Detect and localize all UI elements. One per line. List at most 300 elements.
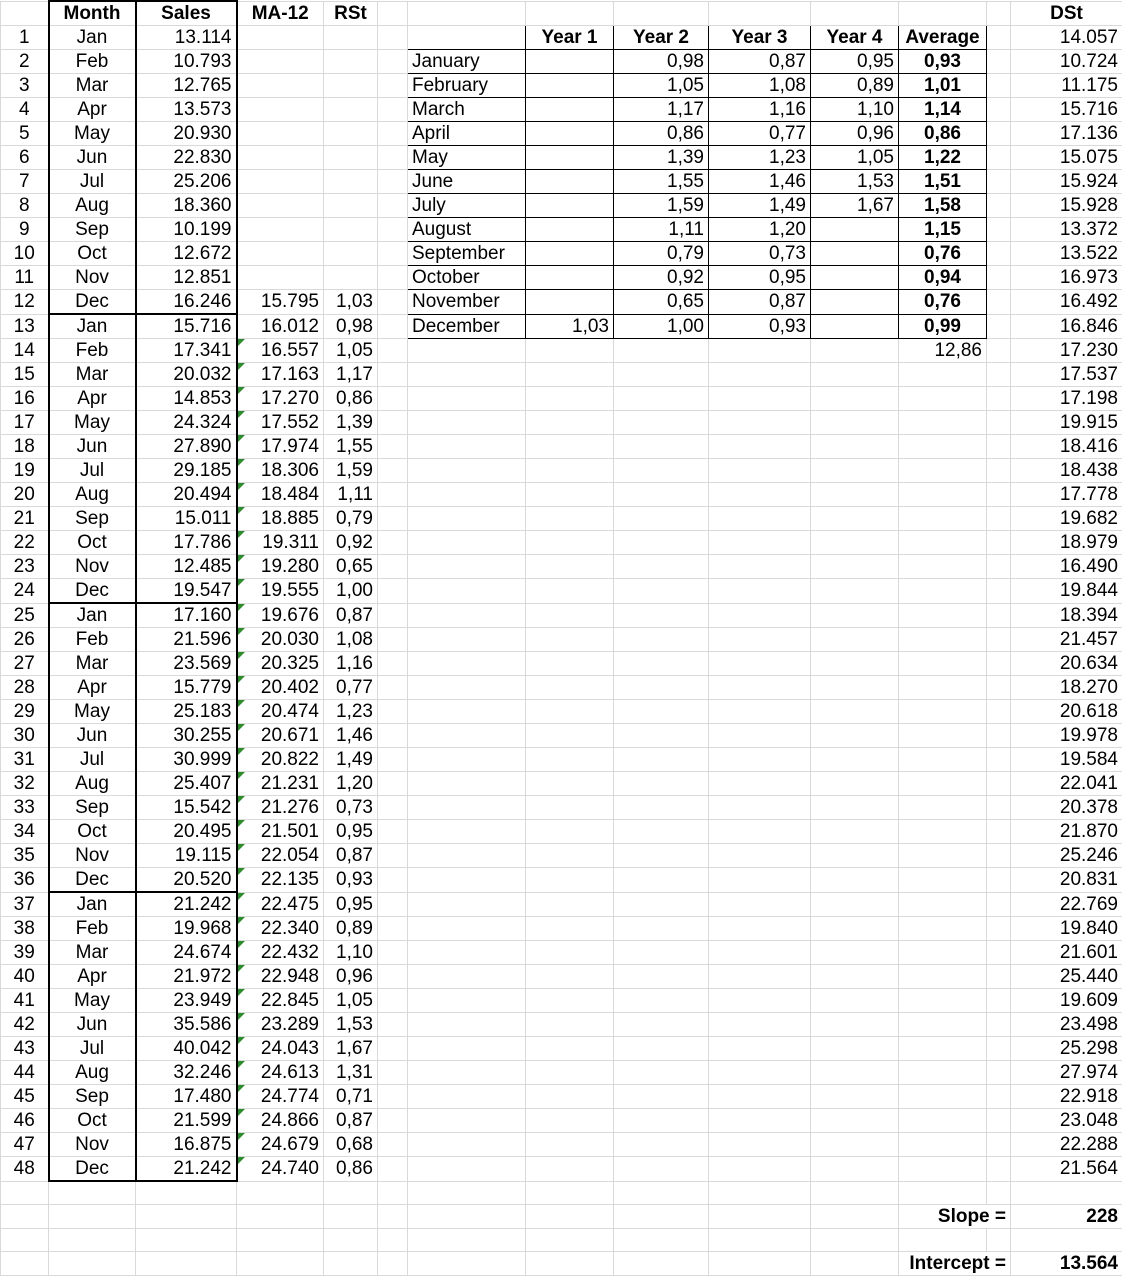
ma12-cell[interactable]: 18.484 [237, 483, 324, 507]
cell[interactable] [987, 218, 1011, 242]
cell[interactable] [614, 941, 709, 965]
cell[interactable] [811, 1181, 899, 1204]
rst-cell[interactable]: 0,71 [324, 1085, 378, 1109]
seasonal-y3[interactable]: 0,73 [709, 242, 811, 266]
cell[interactable] [899, 965, 987, 989]
cell[interactable] [378, 314, 408, 339]
sales-cell[interactable]: 12.851 [136, 266, 237, 290]
cell[interactable] [1011, 1228, 1122, 1251]
dst-cell[interactable]: 19.840 [1011, 917, 1122, 941]
sales-cell[interactable]: 30.999 [136, 748, 237, 772]
row-number[interactable]: 41 [1, 989, 49, 1013]
cell[interactable] [709, 700, 811, 724]
ma12-cell[interactable]: 19.280 [237, 555, 324, 579]
cell[interactable] [709, 555, 811, 579]
cell[interactable] [526, 339, 614, 363]
cell[interactable] [378, 1251, 408, 1275]
cell[interactable] [899, 555, 987, 579]
rst-cell[interactable]: 0,89 [324, 917, 378, 941]
rst-cell[interactable]: 0,87 [324, 844, 378, 868]
cell[interactable] [526, 435, 614, 459]
seasonal-y2[interactable]: 1,55 [614, 170, 709, 194]
month-cell[interactable]: Nov [49, 844, 136, 868]
rst-cell[interactable]: 0,86 [324, 387, 378, 411]
dst-cell[interactable]: 25.246 [1011, 844, 1122, 868]
row-number[interactable]: 22 [1, 531, 49, 555]
dst-cell[interactable]: 22.769 [1011, 892, 1122, 917]
cell[interactable] [526, 579, 614, 604]
row-number[interactable]: 9 [1, 218, 49, 242]
sales-cell[interactable]: 20.520 [136, 868, 237, 893]
cell[interactable] [709, 1, 811, 26]
cell[interactable] [987, 483, 1011, 507]
rst-cell[interactable]: 1,17 [324, 363, 378, 387]
cell[interactable] [811, 555, 899, 579]
cell[interactable] [709, 772, 811, 796]
cell[interactable] [526, 1085, 614, 1109]
cell[interactable] [526, 363, 614, 387]
seasonal-average[interactable]: 1,51 [899, 170, 987, 194]
cell[interactable] [899, 603, 987, 628]
cell[interactable] [614, 1228, 709, 1251]
seasonal-y4[interactable]: 0,89 [811, 74, 899, 98]
cell[interactable] [987, 314, 1011, 339]
month-cell[interactable]: Mar [49, 363, 136, 387]
cell[interactable] [526, 1013, 614, 1037]
cell[interactable] [811, 435, 899, 459]
dst-cell[interactable]: 20.618 [1011, 700, 1122, 724]
rst-cell[interactable]: 1,16 [324, 652, 378, 676]
ma12-cell[interactable]: 22.135 [237, 868, 324, 893]
cell[interactable] [709, 989, 811, 1013]
cell[interactable] [709, 965, 811, 989]
dst-cell[interactable]: 16.490 [1011, 555, 1122, 579]
seasonal-y4[interactable]: 0,95 [811, 50, 899, 74]
row-number[interactable]: 47 [1, 1133, 49, 1157]
cell[interactable] [408, 339, 526, 363]
cell[interactable] [899, 1085, 987, 1109]
dst-cell[interactable]: 27.974 [1011, 1061, 1122, 1085]
month-cell[interactable]: Nov [49, 555, 136, 579]
cell[interactable] [378, 676, 408, 700]
month-cell[interactable]: Sep [49, 218, 136, 242]
rst-cell[interactable]: 0,95 [324, 820, 378, 844]
cell[interactable] [899, 387, 987, 411]
cell[interactable] [899, 459, 987, 483]
month-cell[interactable]: Apr [49, 98, 136, 122]
dst-cell[interactable]: 22.918 [1011, 1085, 1122, 1109]
cell[interactable] [324, 1181, 378, 1204]
row-number[interactable]: 26 [1, 628, 49, 652]
cell[interactable] [49, 1251, 136, 1275]
row-number[interactable]: 32 [1, 772, 49, 796]
cell[interactable] [526, 1, 614, 26]
cell[interactable] [987, 146, 1011, 170]
cell[interactable] [614, 796, 709, 820]
row-number[interactable]: 18 [1, 435, 49, 459]
cell[interactable] [408, 868, 526, 893]
ma12-cell[interactable] [237, 26, 324, 50]
cell[interactable] [899, 652, 987, 676]
cell[interactable] [378, 1085, 408, 1109]
seasonal-y3[interactable]: 0,95 [709, 266, 811, 290]
dst-cell[interactable]: 18.416 [1011, 435, 1122, 459]
ma12-cell[interactable] [237, 146, 324, 170]
dst-cell[interactable]: 22.288 [1011, 1133, 1122, 1157]
dst-cell[interactable]: 21.601 [1011, 941, 1122, 965]
cell[interactable] [378, 339, 408, 363]
seasonal-y2[interactable]: 0,79 [614, 242, 709, 266]
rst-cell[interactable]: 0,95 [324, 892, 378, 917]
cell[interactable] [709, 820, 811, 844]
cell[interactable] [811, 411, 899, 435]
cell[interactable] [526, 1251, 614, 1275]
cell[interactable] [378, 628, 408, 652]
dst-cell[interactable]: 20.378 [1011, 796, 1122, 820]
cell[interactable] [899, 1061, 987, 1085]
month-cell[interactable]: Jun [49, 435, 136, 459]
month-cell[interactable]: Feb [49, 339, 136, 363]
cell[interactable] [899, 1228, 987, 1251]
sales-cell[interactable]: 20.494 [136, 483, 237, 507]
cell[interactable] [987, 531, 1011, 555]
cell[interactable] [987, 387, 1011, 411]
ma12-cell[interactable]: 18.885 [237, 507, 324, 531]
month-cell[interactable]: Aug [49, 483, 136, 507]
month-cell[interactable]: Jul [49, 170, 136, 194]
rst-cell[interactable]: 1,55 [324, 435, 378, 459]
seasonal-y3[interactable]: 0,87 [709, 290, 811, 315]
cell[interactable] [811, 700, 899, 724]
cell[interactable] [987, 652, 1011, 676]
cell[interactable] [378, 820, 408, 844]
cell[interactable] [709, 676, 811, 700]
cell[interactable] [811, 387, 899, 411]
dst-cell[interactable]: 15.928 [1011, 194, 1122, 218]
cell[interactable] [987, 363, 1011, 387]
cell[interactable] [378, 748, 408, 772]
dst-cell[interactable]: 21.870 [1011, 820, 1122, 844]
cell[interactable] [49, 1181, 136, 1204]
cell[interactable] [408, 363, 526, 387]
sales-cell[interactable]: 20.495 [136, 820, 237, 844]
month-cell[interactable]: Feb [49, 50, 136, 74]
seasonal-y2[interactable]: 0,92 [614, 266, 709, 290]
ma12-cell[interactable]: 16.557 [237, 339, 324, 363]
ma12-cell[interactable]: 22.054 [237, 844, 324, 868]
cell[interactable] [378, 146, 408, 170]
cell[interactable] [987, 700, 1011, 724]
row-number[interactable]: 5 [1, 122, 49, 146]
month-cell[interactable]: Jul [49, 1037, 136, 1061]
cell[interactable] [987, 98, 1011, 122]
row-number[interactable]: 23 [1, 555, 49, 579]
dst-cell[interactable]: 17.537 [1011, 363, 1122, 387]
row-number[interactable]: 45 [1, 1085, 49, 1109]
seasonal-average[interactable]: 1,58 [899, 194, 987, 218]
cell[interactable] [408, 483, 526, 507]
cell[interactable] [811, 363, 899, 387]
dst-cell[interactable]: 11.175 [1011, 74, 1122, 98]
cell[interactable] [378, 483, 408, 507]
cell[interactable] [987, 74, 1011, 98]
row-number[interactable]: 2 [1, 50, 49, 74]
cell[interactable] [987, 628, 1011, 652]
cell[interactable] [1, 1251, 49, 1275]
cell[interactable] [614, 1037, 709, 1061]
dst-cell[interactable]: 19.584 [1011, 748, 1122, 772]
cell[interactable] [614, 1204, 709, 1228]
cell[interactable] [378, 652, 408, 676]
cell[interactable] [408, 676, 526, 700]
cell[interactable] [987, 1037, 1011, 1061]
cell[interactable] [408, 1204, 526, 1228]
cell[interactable] [811, 1133, 899, 1157]
row-number[interactable]: 4 [1, 98, 49, 122]
cell[interactable] [526, 868, 614, 893]
cell[interactable] [811, 531, 899, 555]
cell[interactable] [408, 411, 526, 435]
cell[interactable] [614, 917, 709, 941]
cell[interactable] [408, 1133, 526, 1157]
rst-cell[interactable]: 1,23 [324, 700, 378, 724]
cell[interactable] [811, 1204, 899, 1228]
cell[interactable] [324, 1251, 378, 1275]
cell[interactable] [526, 387, 614, 411]
cell[interactable] [526, 941, 614, 965]
cell[interactable] [899, 748, 987, 772]
sales-cell[interactable]: 16.246 [136, 290, 237, 315]
seasonal-y4[interactable] [811, 314, 899, 339]
cell[interactable] [408, 772, 526, 796]
cell[interactable] [237, 1251, 324, 1275]
ma12-cell[interactable]: 21.501 [237, 820, 324, 844]
sales-cell[interactable]: 12.485 [136, 555, 237, 579]
cell[interactable] [811, 339, 899, 363]
rst-cell[interactable]: 0,77 [324, 676, 378, 700]
cell[interactable] [614, 965, 709, 989]
cell[interactable] [378, 1061, 408, 1085]
dst-cell[interactable]: 13.522 [1011, 242, 1122, 266]
cell[interactable] [811, 676, 899, 700]
rst-cell[interactable] [324, 146, 378, 170]
cell[interactable] [811, 748, 899, 772]
cell[interactable] [378, 50, 408, 74]
seasonal-month-label[interactable]: October [408, 266, 526, 290]
seasonal-y1[interactable] [526, 170, 614, 194]
cell[interactable] [899, 628, 987, 652]
cell[interactable] [408, 820, 526, 844]
ma12-cell[interactable]: 24.740 [237, 1157, 324, 1182]
cell[interactable] [408, 507, 526, 531]
cell[interactable] [899, 435, 987, 459]
cell[interactable] [709, 796, 811, 820]
dst-cell[interactable]: 15.075 [1011, 146, 1122, 170]
cell[interactable] [1, 1228, 49, 1251]
cell[interactable] [408, 1251, 526, 1275]
seasonal-month-label[interactable]: March [408, 98, 526, 122]
cell[interactable] [378, 459, 408, 483]
cell[interactable] [987, 435, 1011, 459]
seasonal-y3[interactable]: 0,87 [709, 50, 811, 74]
seasonal-average[interactable]: 1,15 [899, 218, 987, 242]
cell[interactable] [614, 363, 709, 387]
cell[interactable] [378, 387, 408, 411]
ma12-cell[interactable]: 21.231 [237, 772, 324, 796]
dst-cell[interactable]: 13.372 [1011, 218, 1122, 242]
slope-label[interactable]: Slope = [899, 1204, 1011, 1228]
cell[interactable] [987, 242, 1011, 266]
cell[interactable] [811, 724, 899, 748]
ma12-cell[interactable] [237, 194, 324, 218]
cell[interactable] [378, 170, 408, 194]
row-number[interactable]: 11 [1, 266, 49, 290]
cell[interactable] [526, 1181, 614, 1204]
cell[interactable] [378, 1037, 408, 1061]
cell[interactable] [709, 1013, 811, 1037]
sales-cell[interactable]: 13.114 [136, 26, 237, 50]
month-cell[interactable]: Jul [49, 459, 136, 483]
rst-cell[interactable] [324, 98, 378, 122]
seasonal-average[interactable]: 0,99 [899, 314, 987, 339]
cell[interactable] [614, 1157, 709, 1182]
cell[interactable] [709, 868, 811, 893]
cell[interactable] [526, 531, 614, 555]
ma12-cell[interactable]: 22.948 [237, 965, 324, 989]
row-number[interactable]: 15 [1, 363, 49, 387]
rst-cell[interactable] [324, 266, 378, 290]
cell[interactable] [987, 290, 1011, 315]
cell[interactable] [709, 1061, 811, 1085]
row-number[interactable]: 39 [1, 941, 49, 965]
cell[interactable] [324, 1204, 378, 1228]
cell[interactable] [378, 796, 408, 820]
cell[interactable] [987, 603, 1011, 628]
cell[interactable] [899, 796, 987, 820]
row-number[interactable]: 7 [1, 170, 49, 194]
sales-header[interactable]: Sales [136, 1, 237, 26]
cell[interactable] [614, 579, 709, 604]
cell[interactable] [899, 820, 987, 844]
cell[interactable] [899, 1, 987, 26]
cell[interactable] [378, 579, 408, 604]
cell[interactable] [526, 820, 614, 844]
cell[interactable] [526, 1204, 614, 1228]
sales-cell[interactable]: 21.972 [136, 965, 237, 989]
seasonal-y3[interactable]: 1,16 [709, 98, 811, 122]
cell[interactable] [408, 555, 526, 579]
seasonal-y1[interactable] [526, 266, 614, 290]
ma12-cell[interactable]: 21.276 [237, 796, 324, 820]
cell[interactable] [899, 1013, 987, 1037]
cell[interactable] [614, 603, 709, 628]
seasonal-y3[interactable]: 0,93 [709, 314, 811, 339]
seasonal-y2[interactable]: 1,39 [614, 146, 709, 170]
cell[interactable] [987, 1061, 1011, 1085]
cell[interactable] [709, 483, 811, 507]
seasonal-y2[interactable]: 0,65 [614, 290, 709, 315]
sales-cell[interactable]: 17.480 [136, 1085, 237, 1109]
month-header[interactable]: Month [49, 1, 136, 26]
cell[interactable] [811, 1109, 899, 1133]
seasonal-y3[interactable]: 1,08 [709, 74, 811, 98]
rst-cell[interactable]: 1,11 [324, 483, 378, 507]
month-cell[interactable]: Dec [49, 579, 136, 604]
month-cell[interactable]: Mar [49, 74, 136, 98]
month-cell[interactable]: Jun [49, 146, 136, 170]
sales-cell[interactable]: 29.185 [136, 459, 237, 483]
rst-cell[interactable]: 1,59 [324, 459, 378, 483]
month-cell[interactable]: Aug [49, 194, 136, 218]
cell[interactable] [987, 917, 1011, 941]
seasonal-y4[interactable]: 0,96 [811, 122, 899, 146]
cell[interactable] [614, 483, 709, 507]
seasonal-average[interactable]: 0,93 [899, 50, 987, 74]
cell[interactable] [378, 122, 408, 146]
cell[interactable] [811, 1, 899, 26]
cell[interactable] [987, 1157, 1011, 1182]
cell[interactable] [811, 1085, 899, 1109]
cell[interactable] [709, 435, 811, 459]
cell[interactable] [408, 531, 526, 555]
cell[interactable] [526, 628, 614, 652]
cell[interactable] [709, 531, 811, 555]
row-number[interactable]: 38 [1, 917, 49, 941]
seasonal-header-3[interactable]: Year 3 [709, 26, 811, 50]
cell[interactable] [614, 555, 709, 579]
cell[interactable] [378, 700, 408, 724]
cell[interactable] [408, 579, 526, 604]
cell[interactable] [709, 603, 811, 628]
row-number[interactable]: 48 [1, 1157, 49, 1182]
cell[interactable] [987, 772, 1011, 796]
seasonal-y3[interactable]: 0,77 [709, 122, 811, 146]
cell[interactable] [378, 1109, 408, 1133]
seasonal-y1[interactable] [526, 242, 614, 266]
cell[interactable] [136, 1181, 237, 1204]
cell[interactable] [987, 194, 1011, 218]
rst-cell[interactable]: 1,08 [324, 628, 378, 652]
cell[interactable] [987, 339, 1011, 363]
sales-cell[interactable]: 25.183 [136, 700, 237, 724]
cell[interactable] [987, 892, 1011, 917]
cell[interactable] [1, 1181, 49, 1204]
sales-cell[interactable]: 15.542 [136, 796, 237, 820]
cell[interactable] [526, 603, 614, 628]
cell[interactable] [49, 1228, 136, 1251]
dst-cell[interactable]: 17.198 [1011, 387, 1122, 411]
cell[interactable] [709, 1204, 811, 1228]
cell[interactable] [987, 411, 1011, 435]
cell[interactable] [408, 1157, 526, 1182]
sales-cell[interactable]: 10.793 [136, 50, 237, 74]
cell[interactable] [811, 628, 899, 652]
seasonal-y1[interactable] [526, 218, 614, 242]
sales-cell[interactable]: 18.360 [136, 194, 237, 218]
ma12-cell[interactable]: 22.340 [237, 917, 324, 941]
row-number[interactable]: 13 [1, 314, 49, 339]
month-cell[interactable]: May [49, 411, 136, 435]
cell[interactable] [378, 1228, 408, 1251]
cell[interactable] [526, 892, 614, 917]
row-number[interactable]: 1 [1, 26, 49, 50]
dst-cell[interactable]: 21.564 [1011, 1157, 1122, 1182]
cell[interactable] [378, 266, 408, 290]
cell[interactable] [526, 989, 614, 1013]
cell[interactable] [408, 628, 526, 652]
cell[interactable] [709, 652, 811, 676]
sales-cell[interactable]: 22.830 [136, 146, 237, 170]
